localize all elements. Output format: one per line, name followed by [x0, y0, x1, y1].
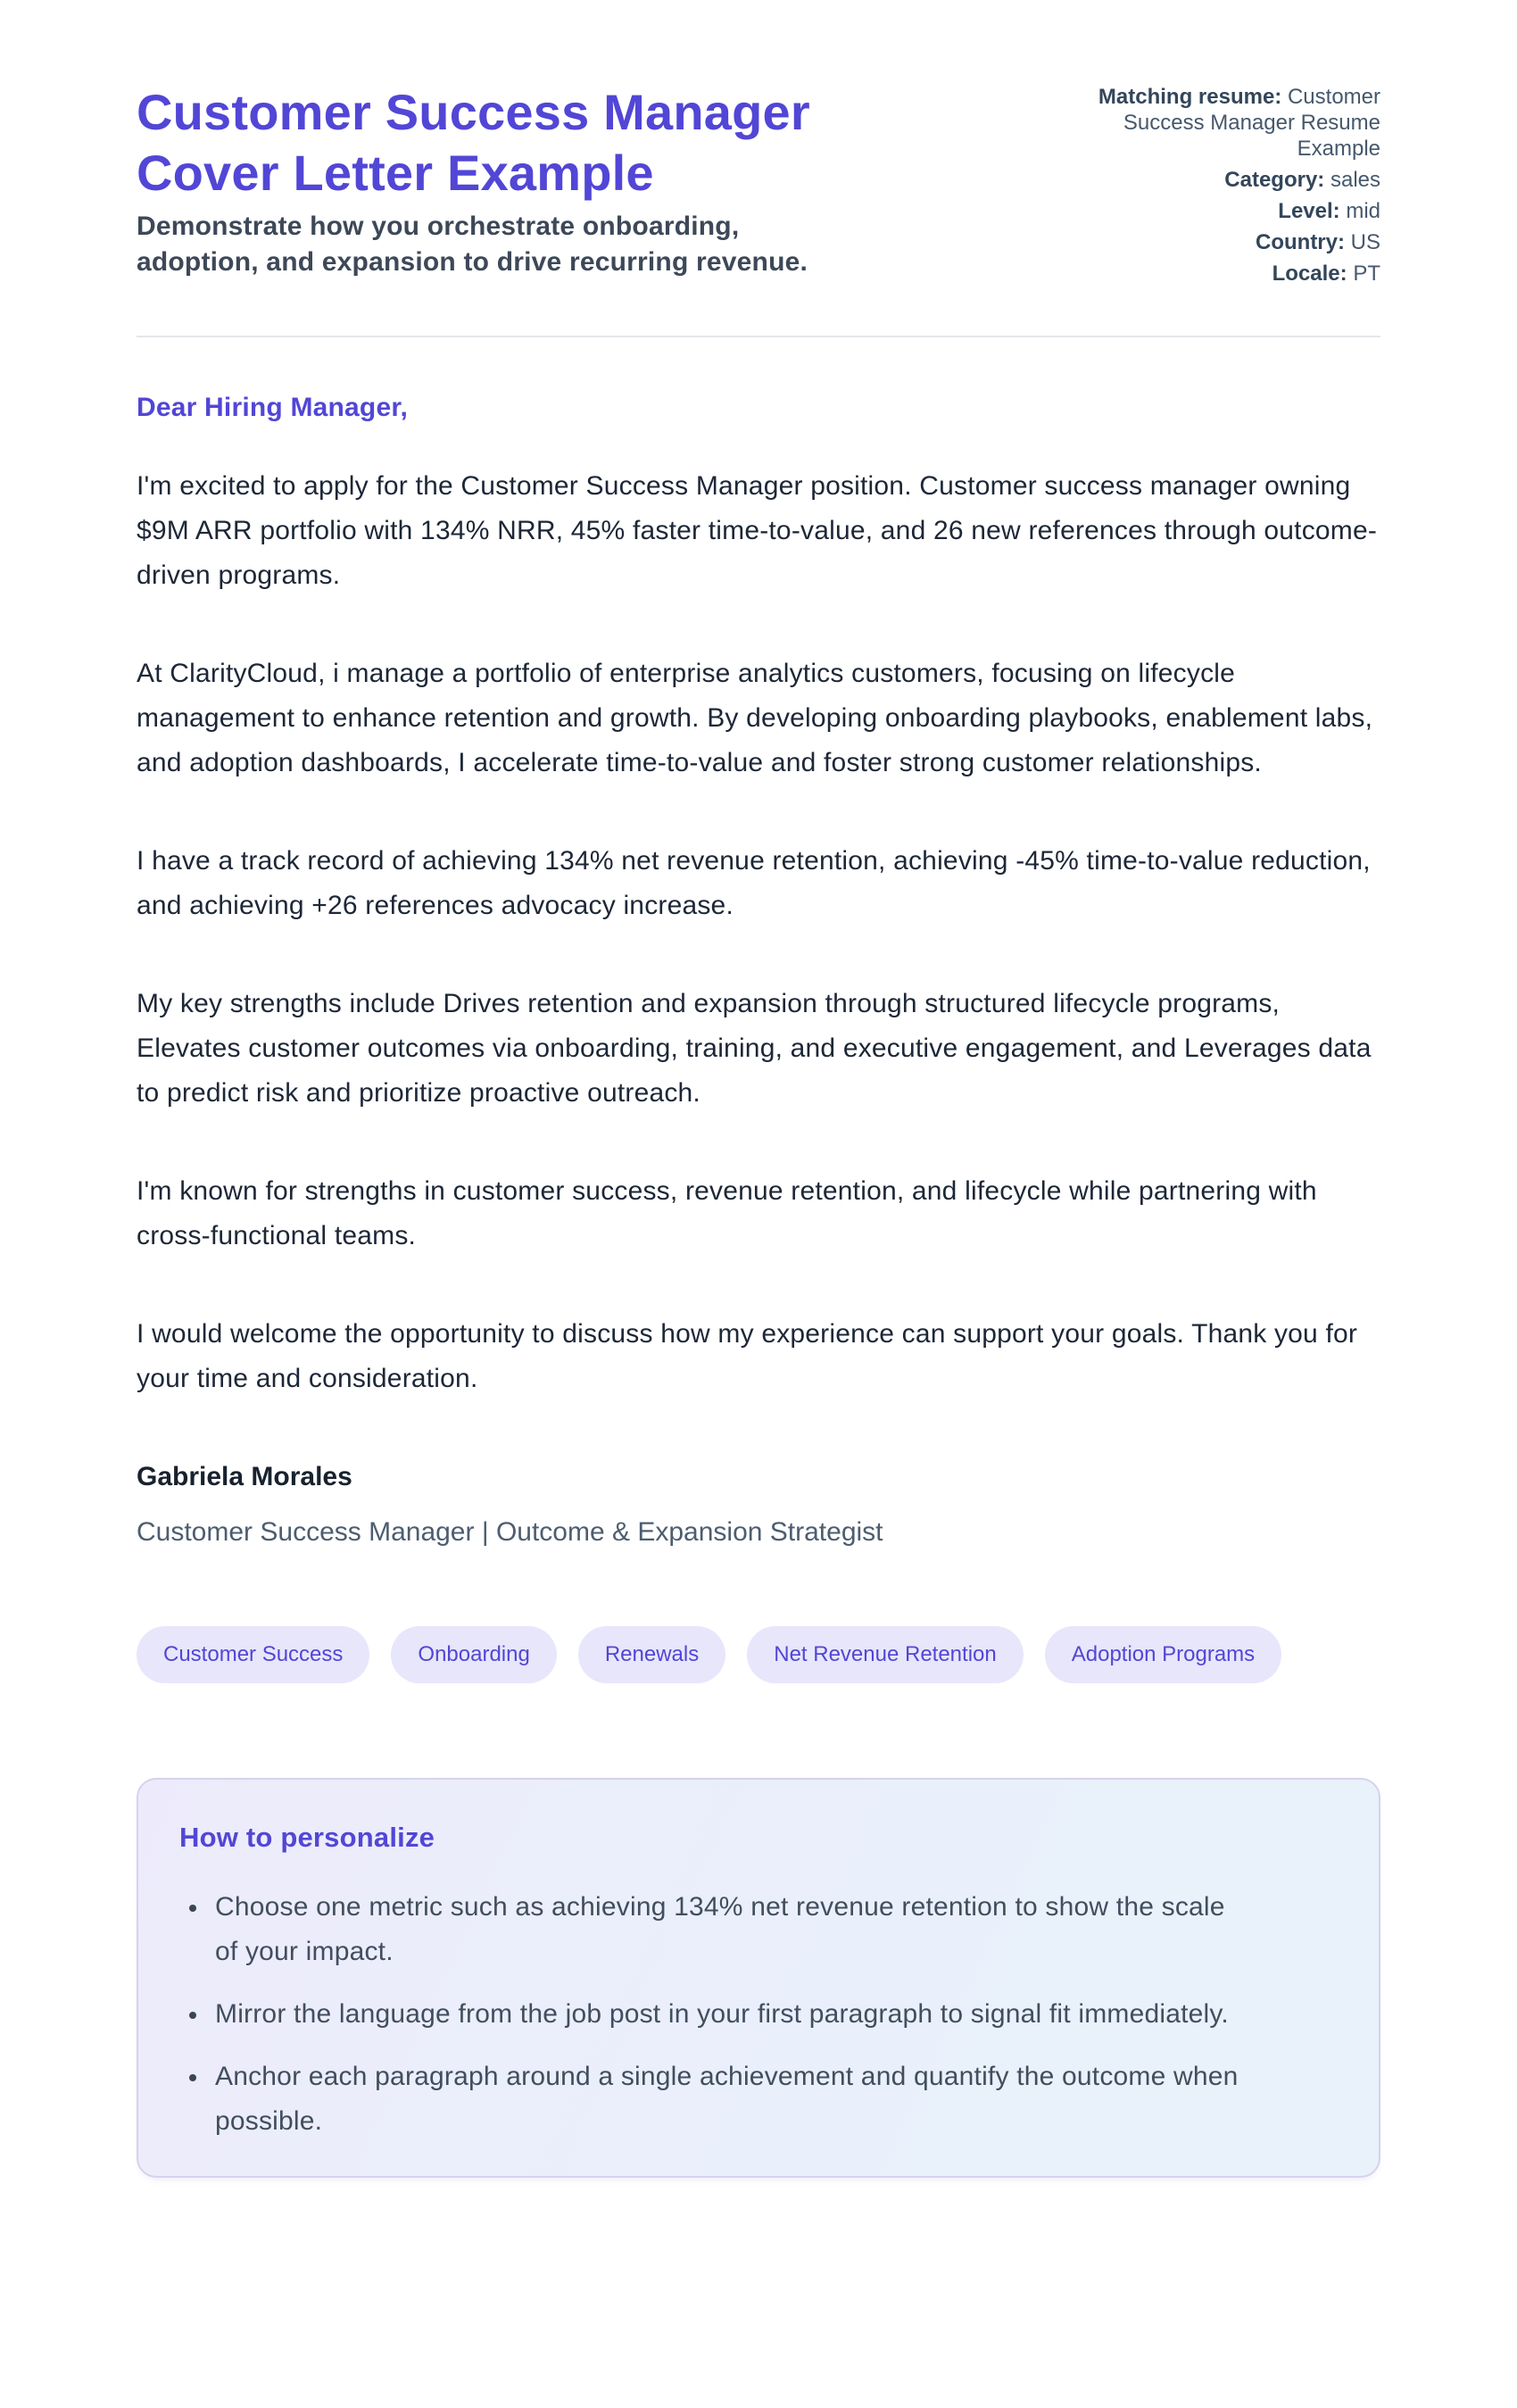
page-container [137, 0, 1380, 2178]
meta-row-matching-resume [1050, 84, 1380, 162]
header-title-block [137, 82, 940, 280]
meta-label: Matching resume: [1098, 85, 1282, 109]
personalize-tip-3: • Anchor each paragraph around a single achievement and quantify the outcome when possible. [210, 2055, 1254, 2144]
letter-paragraph-2: At ClarityCloud, i manage a portfolio of enterprise analytics customers, focusing on lifecycle management to enhance retention and growth. By developing onboarding playbooks, enablement labs, and adoption dashboards, I accelerate time-to-value and foster strong customer relationships. [137, 659, 1373, 777]
how-to-personalize-heading: How to personalize [179, 1822, 435, 1853]
how-to-personalize-card [137, 1778, 1380, 2178]
tag-net-revenue-retention[interactable]: Net Revenue Retention [747, 1626, 1024, 1683]
meta-row-category [1050, 167, 1380, 193]
tag-renewals[interactable]: Renewals [578, 1626, 725, 1683]
personalize-tip-2: • Mirror the language from the job post in your first paragraph to signal fit immediately. [210, 1992, 1254, 2037]
meta-value: US [1350, 230, 1380, 254]
tag-customer-success[interactable]: Customer Success [137, 1626, 369, 1683]
meta-row-country [1050, 229, 1380, 255]
cover-letter-body [137, 337, 1380, 2178]
letter-paragraph-1: I'm excited to apply for the Customer Success Manager position. Customer success manager owning $9M ARR portfolio with 134% NRR, 45% faster time-to-value, and 26 new references through outcome-driven programs. [137, 471, 1378, 590]
salutation: Dear Hiring Manager, [137, 393, 409, 422]
letter-paragraph-4: My key strengths include Drives retention and expansion through structured lifecycle programs, Elevates customer outcomes via onboarding, training, and executive engagement, and Leverages data to predict risk and prioritize proactive outreach. [137, 989, 1372, 1108]
tag-adoption-programs[interactable]: Adoption Programs [1045, 1626, 1281, 1683]
meta-row-level [1050, 198, 1380, 224]
personalize-tip-1: • Choose one metric such as achieving 134% net revenue retention to show the scale of your impact. [210, 1885, 1254, 1974]
meta-value: sales [1330, 168, 1380, 192]
letter-paragraph-3: I have a track record of achieving 134% net revenue retention, achieving -45% time-to-value reduction, and achieving +26 references advocacy increase. [137, 846, 1371, 920]
letter-paragraph-5: I'm known for strengths in customer success, revenue retention, and lifecycle while partnering with cross-functional teams. [137, 1176, 1317, 1250]
meta-row-locale [1050, 261, 1380, 286]
personalize-tip-list [179, 1885, 1338, 2144]
signature-block [137, 1455, 1380, 1555]
page-title: Customer Success Manager Cover Letter Example [137, 84, 810, 201]
tag-list [137, 1626, 1380, 1683]
meta-label: Country: [1256, 230, 1345, 254]
meta-label: Level: [1278, 199, 1340, 223]
meta-value: mid [1346, 199, 1380, 223]
page-header [137, 82, 1380, 292]
meta-value: PT [1353, 262, 1380, 286]
resume-meta-panel [1050, 82, 1380, 292]
tag-onboarding[interactable]: Onboarding [391, 1626, 556, 1683]
page-subtitle: Demonstrate how you orchestrate onboarding, adoption, and expansion to drive recurring revenue. [137, 212, 808, 277]
meta-label: Locale: [1272, 262, 1347, 286]
meta-label: Category: [1224, 168, 1325, 192]
signature-title: Customer Success Manager | Outcome & Expansion Strategist [137, 1517, 883, 1547]
letter-paragraph-6: I would welcome the opportunity to discuss how my experience can support your goals. Thank you for your time and consideration. [137, 1319, 1358, 1393]
signature-name: Gabriela Morales [137, 1462, 352, 1491]
meta-value: Customer Success Manager Resume Example [1123, 85, 1380, 161]
